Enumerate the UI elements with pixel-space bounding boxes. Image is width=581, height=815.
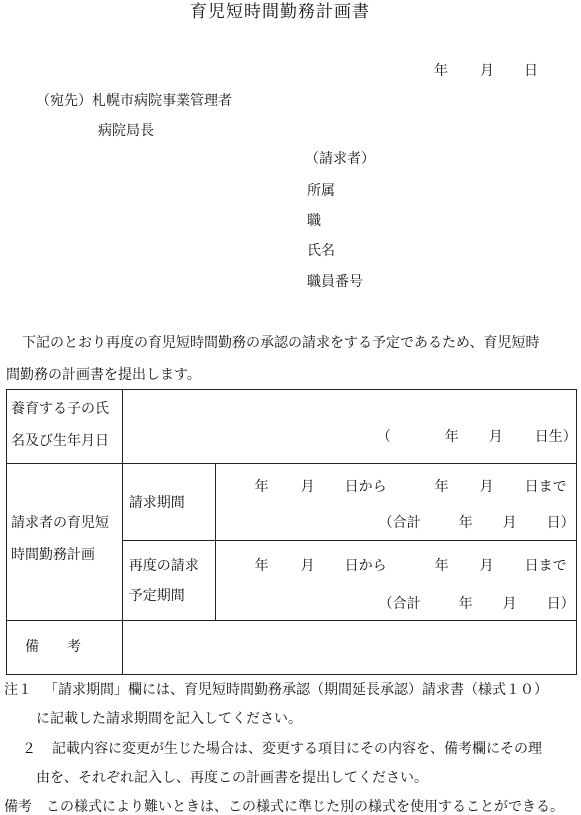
page-title: 育児短時間勤務計画書 (190, 2, 370, 22)
reperiod-label-line1: 再度の請求 (128, 558, 199, 574)
birth-day: 日生） (534, 429, 577, 445)
reperiod-total-day: 日） (546, 596, 575, 612)
reperiod-label-cell (122, 541, 215, 621)
date-day: 日 (524, 63, 538, 79)
body-text-line2: 間勤務の計画書を提出します。 (6, 367, 201, 383)
addressee-line1: （宛先）札幌市病院事業管理者 (36, 93, 232, 109)
period-y1: 年 (254, 479, 269, 495)
period-label-cell (122, 464, 215, 541)
plan-label-line1: 請求者の育児短 (11, 515, 109, 531)
note1-line2: に記載した請求期間を記入してください。 (36, 711, 302, 727)
note2-line2: 由を、それぞれ記入し、再度この計画書を提出してください。 (36, 770, 428, 786)
period-m1: 月 (300, 479, 315, 495)
requester-affiliation-label: 所属 (307, 183, 335, 199)
bikou-mark: 備考 (4, 799, 32, 815)
child-label-line1: 養育する子の氏 (11, 401, 109, 417)
remarks-value-cell[interactable] (122, 621, 576, 675)
body-text-line1: 下記のとおり再度の育児短時間勤務の承認の請求をする予定であるため、育児短時 (22, 335, 540, 351)
reperiod-value-cell[interactable] (215, 541, 576, 621)
note2-line1: 記載内容に変更が生じた場合は、変更する項目にその内容を、備考欄にその理 (52, 741, 542, 757)
period-d1: 日から (344, 479, 387, 495)
reperiod-total-month: 月 (502, 596, 517, 612)
birth-year: 年 (444, 429, 459, 445)
remarks-label: 備 考 (25, 639, 81, 655)
child-label-cell (7, 390, 123, 464)
reperiod-total-year: 年 (458, 596, 473, 612)
reperiod-m1: 月 (300, 558, 315, 574)
period-y2: 年 (434, 479, 449, 495)
requester-staff-number-label: 職員番号 (307, 274, 363, 290)
date-year: 年 (434, 63, 448, 79)
remarks-label-cell (7, 621, 123, 675)
period-total-open: （合計 (378, 515, 421, 531)
reperiod-total-open: （合計 (378, 596, 421, 612)
note2-mark: ２ (22, 741, 36, 757)
period-value-cell[interactable] (215, 464, 576, 541)
requester-position-label: 職 (307, 213, 321, 229)
plan-label-line2: 時間勤務計画 (11, 547, 95, 563)
reperiod-y1: 年 (254, 558, 269, 574)
birth-month: 月 (488, 429, 503, 445)
date-month: 月 (480, 63, 494, 79)
reperiod-m2: 月 (479, 558, 494, 574)
requester-heading: （請求者） (305, 151, 375, 167)
period-d2: 日まで (524, 479, 567, 495)
requester-name-label: 氏名 (307, 243, 335, 259)
addressee-line2: 病院局長 (98, 123, 154, 139)
birth-open: （ (376, 429, 391, 445)
period-total-day: 日） (546, 515, 575, 531)
period-label: 請求期間 (128, 495, 185, 511)
period-m2: 月 (479, 479, 494, 495)
reperiod-y2: 年 (434, 558, 449, 574)
child-value-cell[interactable] (122, 390, 576, 464)
period-total-year: 年 (458, 515, 473, 531)
reperiod-label-line2: 予定期間 (128, 588, 185, 604)
bikou-text: この様式により難いときは、この様式に準じた別の様式を使用することができる。 (46, 799, 564, 815)
note1-mark: 注１ (4, 682, 32, 698)
period-total-month: 月 (502, 515, 517, 531)
child-label-line2: 名及び生年月日 (11, 433, 109, 449)
note1-line1: 「請求期間」欄には、育児短時間勤務承認（期間延長承認）請求書（様式１０） (44, 682, 548, 698)
plan-label-cell (7, 464, 123, 621)
plan-table (6, 389, 577, 675)
reperiod-d1: 日から (344, 558, 387, 574)
reperiod-d2: 日まで (524, 558, 567, 574)
